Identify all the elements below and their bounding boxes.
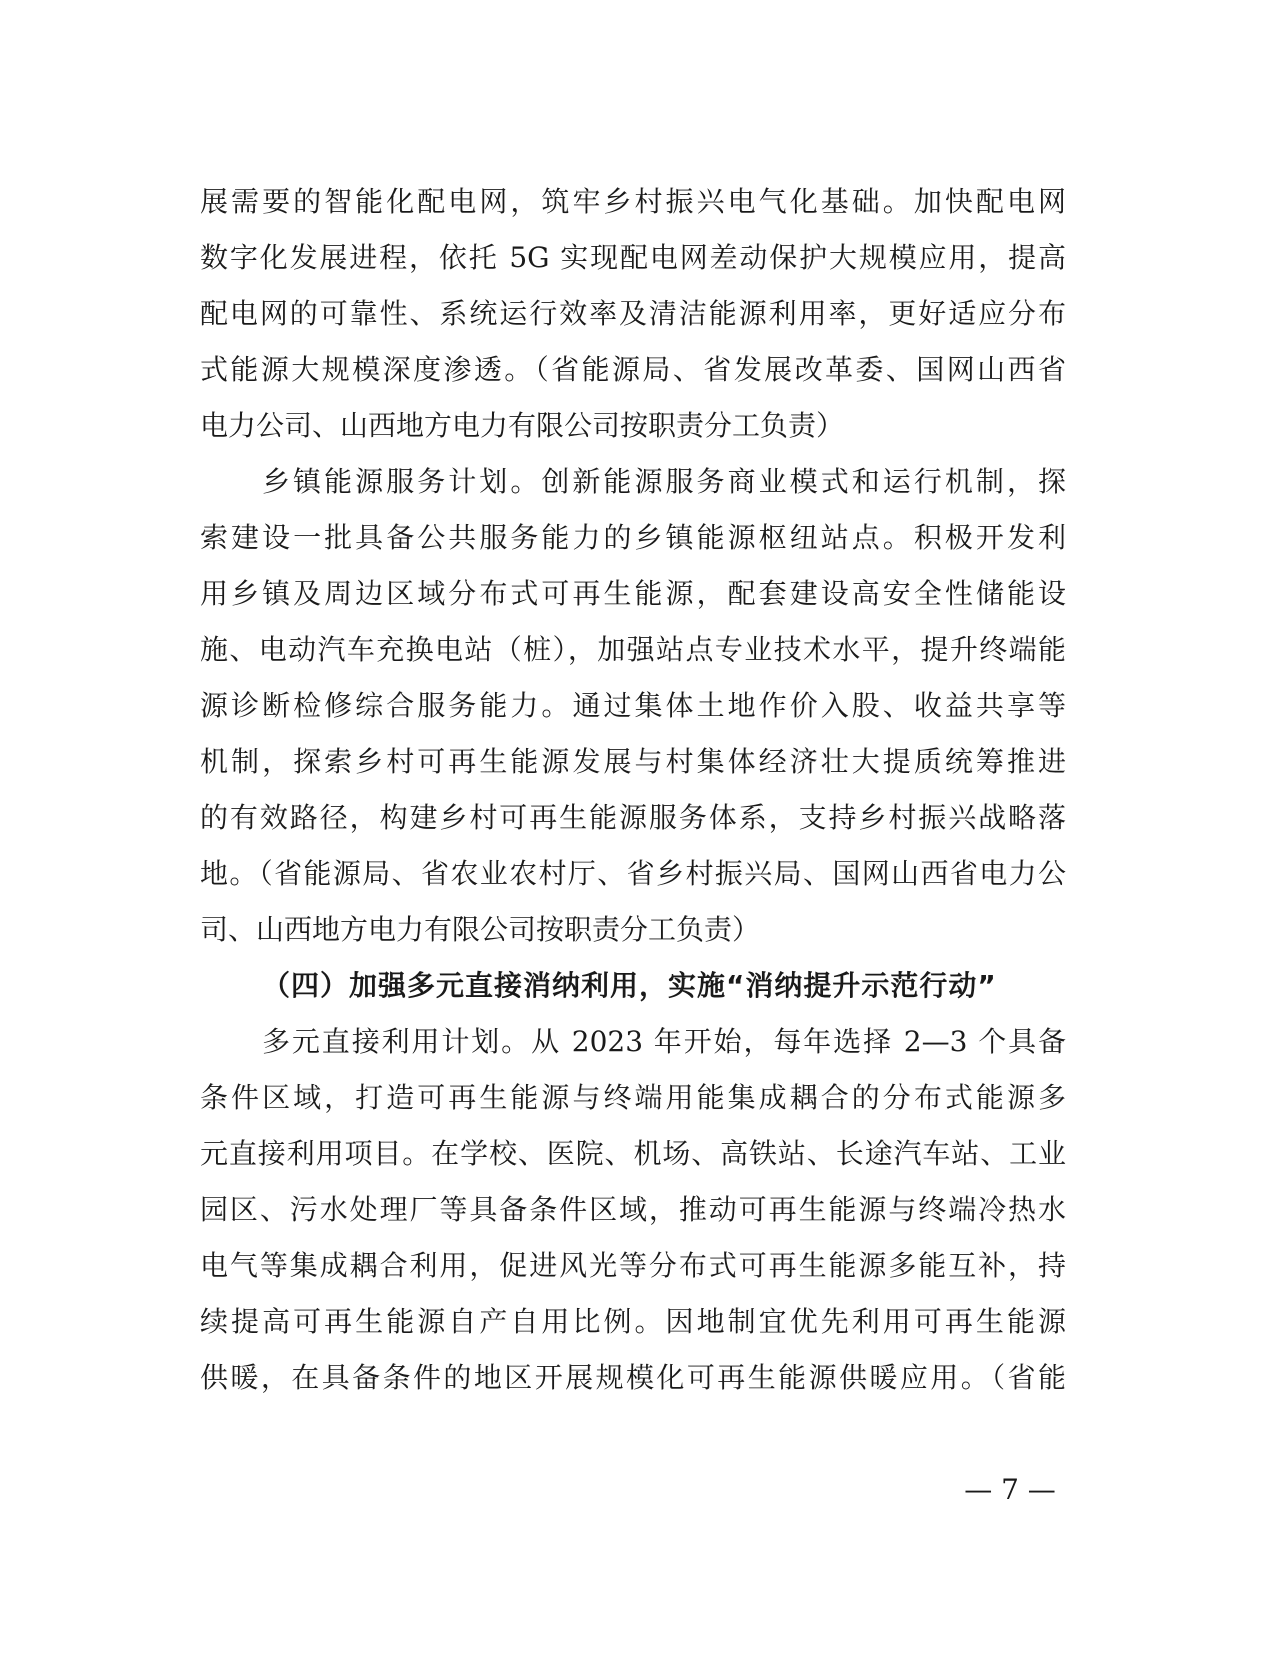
body-text-line: 的有效路径，构建乡村可再生能源服务体系，支持乡村振兴战略落 <box>200 801 1066 834</box>
body-text-line: 电力公司、山西地方电力有限公司按职责分工负责） <box>200 409 845 442</box>
body-text-line: 供暖，在具备条件的地区开展规模化可再生能源供暖应用。（省能 <box>200 1361 1066 1394</box>
body-text-line: 索建设一批具备公共服务能力的乡镇能源枢纽站点。积极开发利 <box>200 521 1066 554</box>
body-text-line: 源诊断检修综合服务能力。通过集体土地作价入股、收益共享等 <box>200 689 1066 722</box>
body-text-line: 元直接利用项目。在学校、医院、机场、高铁站、长途汽车站、工业 <box>200 1137 1066 1170</box>
body-text-line: 条件区域，打造可再生能源与终端用能集成耦合的分布式能源多 <box>200 1081 1066 1114</box>
body-text-line: 式能源大规模深度渗透。（省能源局、省发展改革委、国网山西省 <box>200 353 1066 386</box>
body-text-line: 配电网的可靠性、系统运行效率及清洁能源利用率，更好适应分布 <box>200 297 1066 330</box>
body-text-line: 数字化发展进程，依托 5G 实现配电网差动保护大规模应用，提高 <box>200 241 1066 274</box>
paragraph-start-line: 多元直接利用计划。从 2023 年开始，每年选择 2—3 个具备 <box>262 1025 1066 1058</box>
body-text-line: 机制，探索乡村可再生能源发展与村集体经济壮大提质统筹推进 <box>200 745 1066 778</box>
body-text-line: 展需要的智能化配电网，筑牢乡村振兴电气化基础。加快配电网 <box>200 185 1066 218</box>
body-text-line: 施、电动汽车充换电站（桩），加强站点专业技术水平，提升终端能 <box>200 633 1066 666</box>
body-text-line: 司、山西地方电力有限公司按职责分工负责） <box>200 913 761 946</box>
body-text-line: 电气等集成耦合利用，促进风光等分布式可再生能源多能互补，持 <box>200 1249 1066 1282</box>
body-text-line: 用乡镇及周边区域分布式可再生能源，配套建设高安全性储能设 <box>200 577 1066 610</box>
paragraph-start-line: 乡镇能源服务计划。创新能源服务商业模式和运行机制，探 <box>262 465 1066 498</box>
body-text-line: 续提高可再生能源自产自用比例。因地制宜优先利用可再生能源 <box>200 1305 1066 1338</box>
body-text-line: 地。（省能源局、省农业农村厅、省乡村振兴局、国网山西省电力公 <box>200 857 1066 890</box>
page-number: — 7 — <box>964 1473 1056 1506</box>
body-text-line: 园区、污水处理厂等具备条件区域，推动可再生能源与终端冷热水 <box>200 1193 1066 1226</box>
section-heading: （四）加强多元直接消纳利用，实施“消纳提升示范行动” <box>262 969 997 1002</box>
